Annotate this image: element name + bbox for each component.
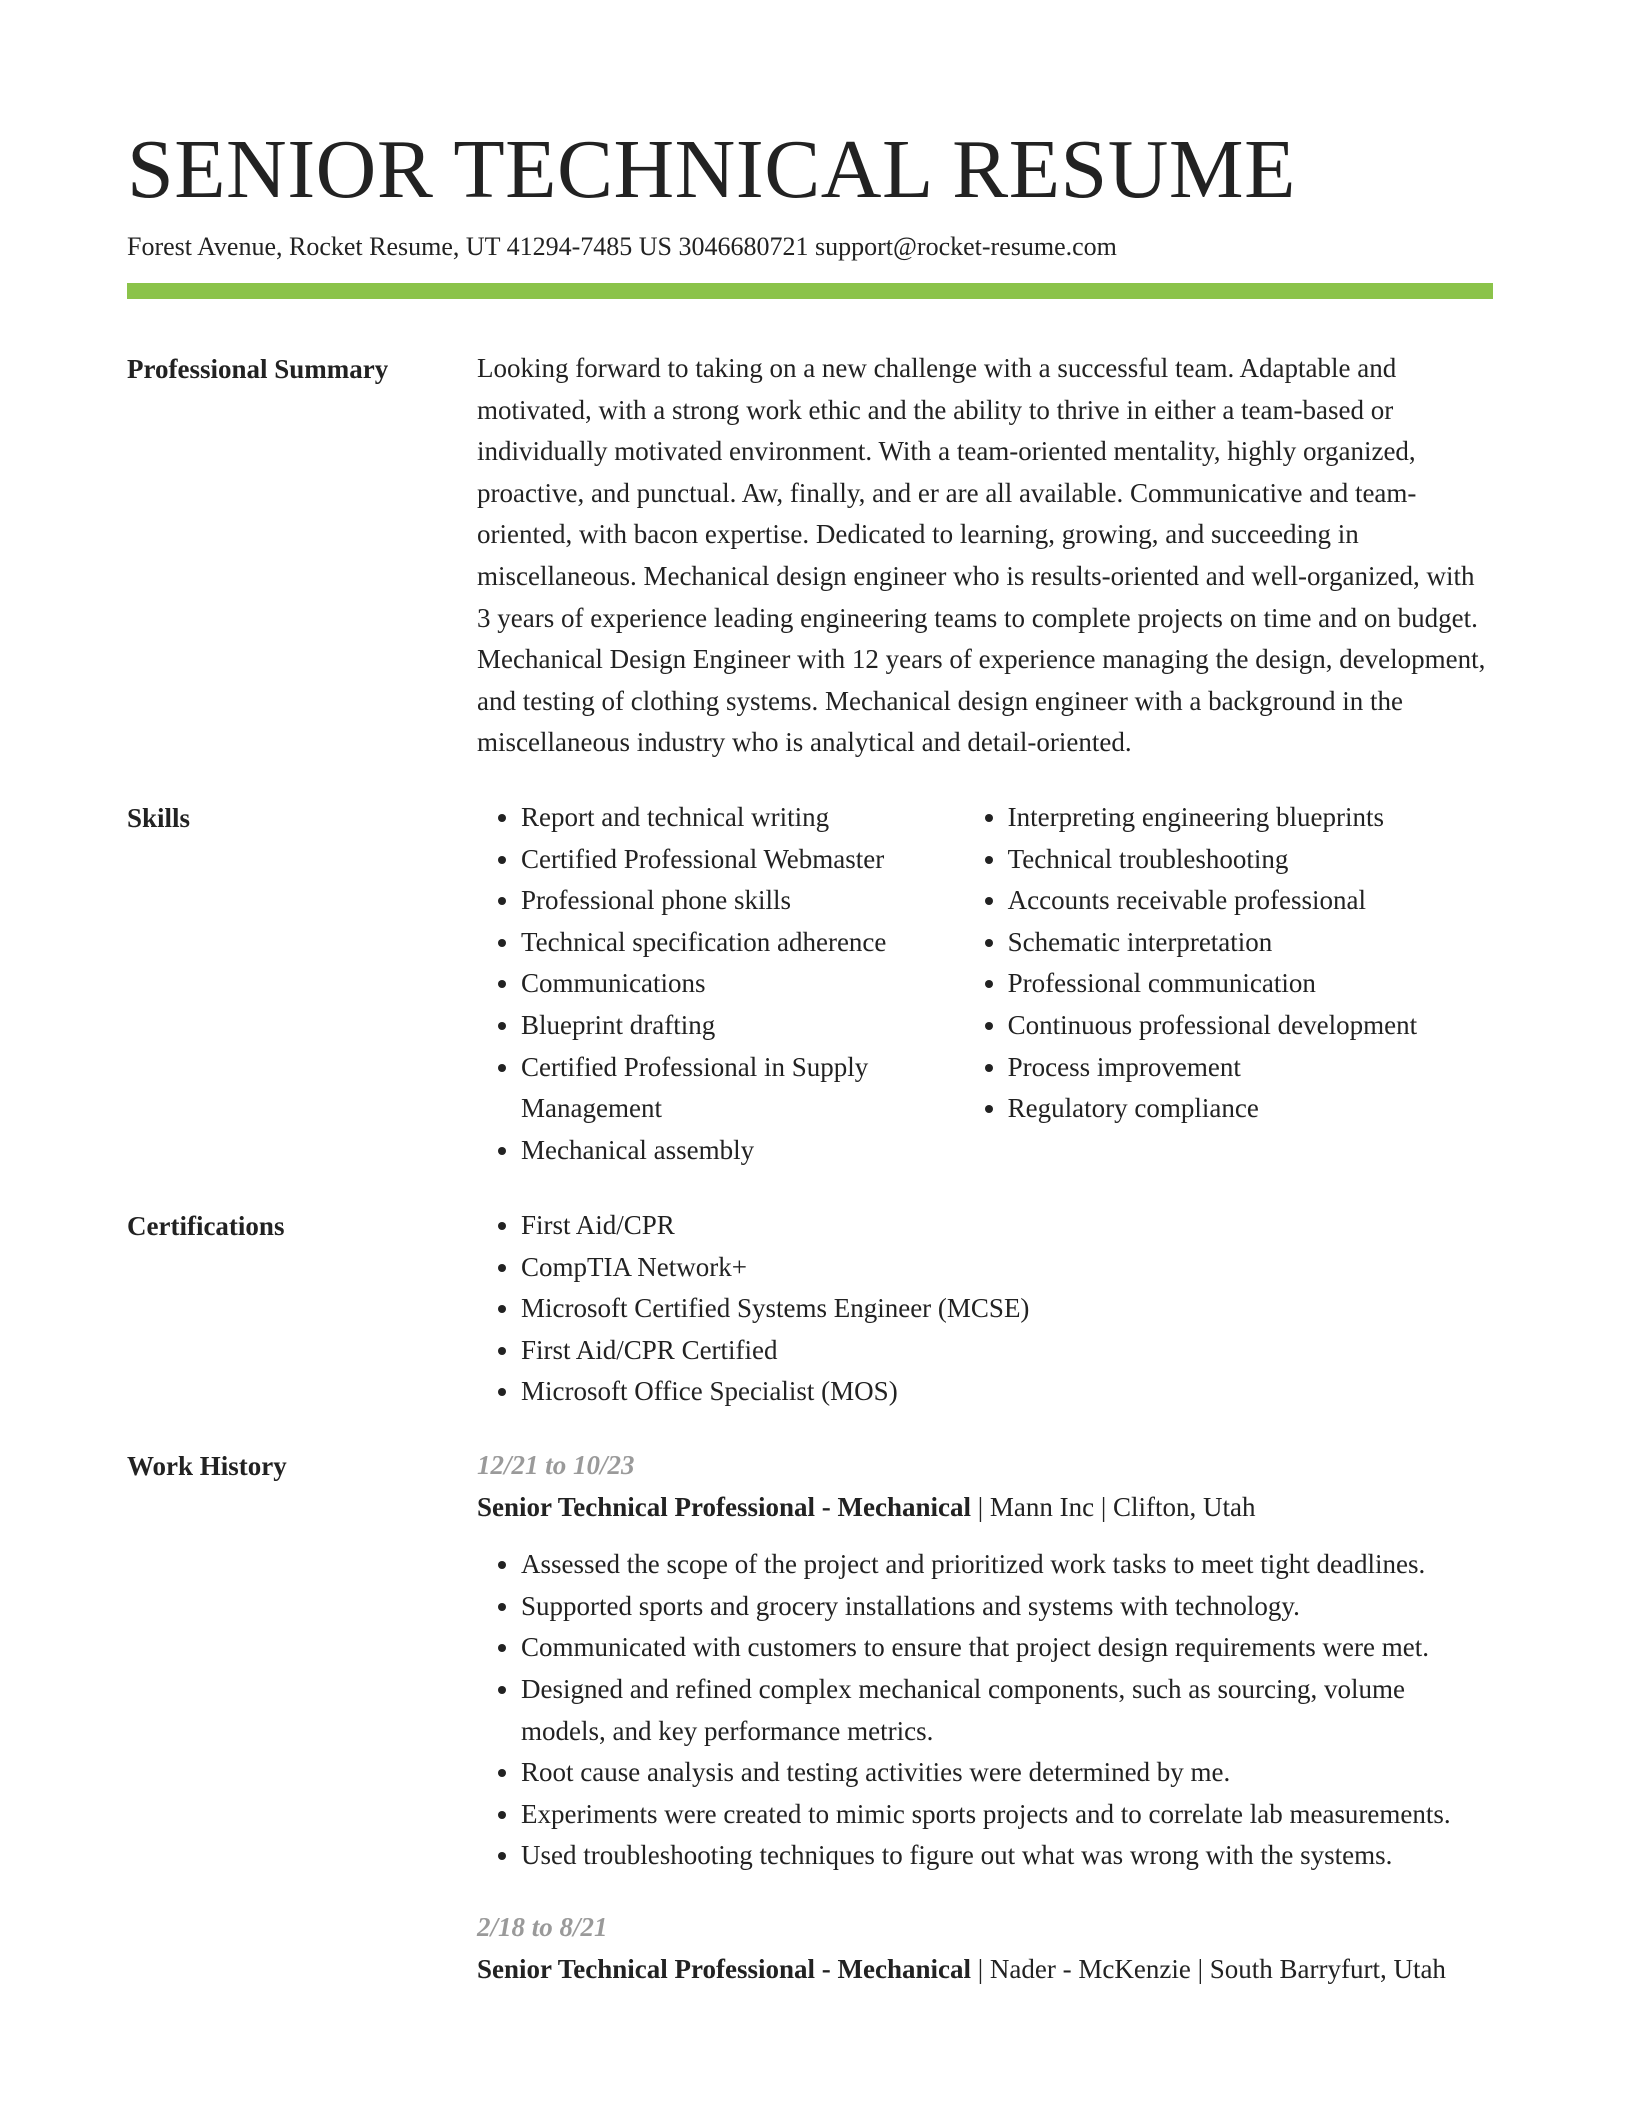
job-bullet: • Root cause analysis and testing activities were determined by me. — [521, 1752, 1493, 1794]
job-entry — [477, 1907, 1493, 1990]
summary-text: Looking forward to taking on a new challenge with a successful team. Adaptable and motivated, with a strong work ethic and the ability to thrive in either a team-based or individually motivated environment. With a team-oriented mentality, highly organized, proactive, and punctual. Aw, finally, and er are all available. Communicative and team-oriented, with bacon expertise. Dedicated to learning, growing, and succeeding in miscellaneous. Mechanical design engineer who is results-oriented and well-organized, with 3 years of experience leading engineering teams to complete projects on time and on budget. Mechanical Design Engineer with 12 years of experience managing the design, development, and testing of clothing systems. Mechanical design engineer with a background in the miscellaneous industry who is analytical and detail-oriented. — [477, 353, 1486, 758]
job-bullet: • Experiments were created to mimic sports projects and to correlate lab measurements. — [521, 1794, 1493, 1836]
certification-item: • CompTIA Network+ — [521, 1247, 1493, 1289]
job-bullet: • Communicated with customers to ensure that project design requirements were met. — [521, 1627, 1493, 1669]
work-history-heading: Work History — [127, 1451, 287, 1481]
skill-item: • Certified Professional in Supply Management — [521, 1047, 964, 1130]
job-bullet: • Designed and refined complex mechanical components, such as sourcing, volume models, and key performance metrics. — [521, 1669, 1493, 1752]
skill-item: • Technical specification adherence — [521, 922, 964, 964]
certifications-heading: Certifications — [127, 1211, 285, 1241]
job-bullet: • Used troubleshooting techniques to figure out what was wrong with the systems. — [521, 1835, 1493, 1877]
skills-list-right — [964, 797, 1493, 1171]
skill-item: • Technical troubleshooting — [1008, 839, 1493, 881]
summary-heading: Professional Summary — [127, 354, 389, 384]
certification-item: • Microsoft Certified Systems Engineer (MCSE) — [521, 1288, 1493, 1330]
work-history-body — [477, 1445, 1493, 1990]
job-bullet-list — [477, 1544, 1493, 1877]
job-entry — [477, 1445, 1493, 1877]
resume-title: SENIOR TECHNICAL RESUME — [127, 123, 1296, 216]
job-bullet: • Supported sports and grocery installations and systems with technology. — [521, 1586, 1493, 1628]
skill-item: • Schematic interpretation — [1008, 922, 1493, 964]
job-bullet: • Assessed the scope of the project and prioritized work tasks to meet tight deadlines. — [521, 1544, 1493, 1586]
skills-heading: Skills — [127, 803, 191, 833]
skill-item: • Accounts receivable professional — [1008, 880, 1493, 922]
skills-list-left — [477, 797, 964, 1171]
skill-item: • Regulatory compliance — [1008, 1088, 1493, 1130]
certification-item: • Microsoft Office Specialist (MOS) — [521, 1371, 1493, 1413]
header-divider — [127, 283, 1493, 299]
job-dates: 2/18 to 8/21 — [477, 1911, 608, 1942]
certification-item: • First Aid/CPR — [521, 1205, 1493, 1247]
skill-item: • Certified Professional Webmaster — [521, 839, 964, 881]
skill-item: • Process improvement — [1008, 1047, 1493, 1089]
job-title: Senior Technical Professional - Mechanical — [477, 1953, 972, 1984]
skill-item: • Professional phone skills — [521, 880, 964, 922]
skill-item: • Professional communication — [1008, 963, 1493, 1005]
certification-item: • First Aid/CPR Certified — [521, 1330, 1493, 1372]
skill-item: • Mechanical assembly — [521, 1130, 964, 1172]
skill-item: • Continuous professional development — [1008, 1005, 1493, 1047]
job-company-location: | Mann Inc | Clifton, Utah — [971, 1491, 1256, 1522]
skill-item: • Interpreting engineering blueprints — [1008, 797, 1493, 839]
skill-item: • Blueprint drafting — [521, 1005, 964, 1047]
skill-item: • Report and technical writing — [521, 797, 964, 839]
skill-item: • Communications — [521, 963, 964, 1005]
contact-line: Forest Avenue, Rocket Resume, UT 41294-7485 US 3046680721 support@rocket-resume.com — [127, 232, 1117, 261]
job-heading-line — [477, 1487, 1493, 1529]
certifications-list — [477, 1205, 1493, 1413]
job-heading-line — [477, 1949, 1493, 1991]
job-company-location: | Nader - McKenzie | South Barryfurt, Utah — [971, 1953, 1446, 1984]
job-dates: 12/21 to 10/23 — [477, 1450, 635, 1480]
job-title: Senior Technical Professional - Mechanical — [477, 1491, 972, 1522]
